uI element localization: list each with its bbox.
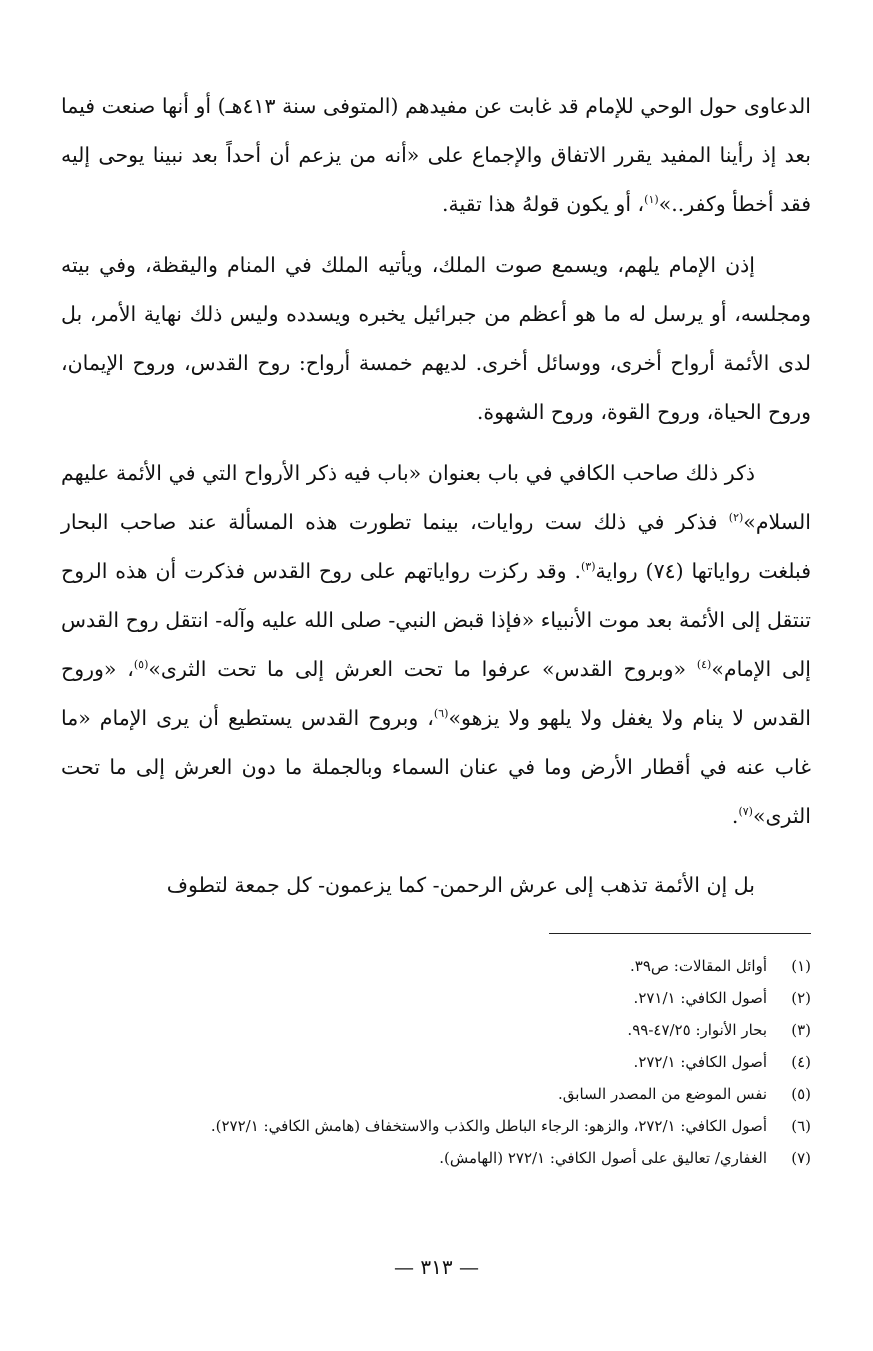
paragraph-1 bbox=[61, 82, 811, 229]
text-segment: بل إن الأئمة تذهب إلى عرش الرحمن- كما يزعمون- كل جمعة لتطوف bbox=[166, 873, 755, 897]
page-number: — ٣١٣ — bbox=[394, 1255, 479, 1279]
footnote-item bbox=[61, 1078, 811, 1110]
footnote-item bbox=[61, 950, 811, 982]
footnote-text: أصول الكافي: ٢٧٢/١. bbox=[633, 1053, 767, 1071]
footnote-text: نفس الموضع من المصدر السابق. bbox=[558, 1085, 767, 1103]
text-segment: فذكر في ذلك ست روايات، بينما تطورت هذه المسألة عند صاحب البحار فبلغت رواياتها (٧٤) رواية bbox=[61, 510, 812, 583]
footnote-number: (٢) bbox=[791, 989, 811, 1007]
footnote-ref: (٧) bbox=[738, 805, 753, 819]
text-segment: . bbox=[731, 804, 739, 828]
footnote-ref: (٣) bbox=[580, 560, 596, 574]
footnote-ref: (٦) bbox=[433, 707, 449, 721]
footnote-number: (١) bbox=[791, 957, 811, 975]
footnote-number: (٧) bbox=[791, 1149, 811, 1167]
text-segment: إذن الإمام يلهم، ويسمع صوت الملك، ويأتيه الملك في المنام واليقظة، وفي بيته ومجلسه، أو يرسل له ما هو أعظم من جبرائيل يخبره ويسدده وليس ذلك نهاية الأمر، بل لدى الأئمة أرواح أخرى، ووسائل أخرى. لديهم خمسة أرواح: روح القدس، وروح الإيمان، وروح الحياة، وروح القوة، وروح الشهوة. bbox=[61, 253, 811, 424]
text-segment: ذكر ذلك صاحب الكافي في باب بعنوان «باب فيه ذكر الأرواح التي في الأئمة عليهم السلام» bbox=[61, 461, 811, 534]
text-segment: «وبروح القدس» عرفوا ما تحت العرش إلى ما تحت الثرى» bbox=[148, 657, 697, 681]
text-segment: الدعاوى حول الوحي للإمام قد غابت عن مفيدهم (المتوفى سنة ٤١٣هـ) أو أنها صنعت فيما بعد إذ رأينا المفيد يقرر الاتفاق والإجماع على «أنه من يزعم أن أحداً بعد نبينا يوحى إليه فقد أخطأ وكفر..» bbox=[61, 94, 811, 216]
footnote-ref: (٥) bbox=[133, 658, 149, 672]
paragraph-4 bbox=[61, 861, 811, 910]
footnote-item bbox=[61, 1142, 811, 1174]
footnote-item bbox=[61, 1014, 811, 1046]
footnote-divider bbox=[549, 933, 811, 934]
footnote-number: (٣) bbox=[791, 1021, 811, 1039]
main-text bbox=[61, 82, 811, 922]
footnote-ref: (٢) bbox=[728, 511, 744, 525]
footnote-text: أوائل المقالات: ص٣٩. bbox=[630, 957, 767, 975]
footnote-ref: (٤) bbox=[696, 658, 712, 672]
text-segment: ، أو يكون قولهُ هذا تقية. bbox=[442, 192, 645, 216]
text-segment: ، «وروح القدس لا ينام ولا يغفل ولا يلهو ولا يزهو» bbox=[61, 657, 811, 730]
footnote-number: (٤) bbox=[791, 1053, 811, 1071]
footnotes bbox=[61, 950, 811, 1174]
footnote-text: أصول الكافي: ٢٧٢/١، والزهو: الرجاء الباطل والكذب والاستخفاف (هامش الكافي: ٢٧٢/١). bbox=[210, 1117, 767, 1135]
footnote-number: (٦) bbox=[791, 1117, 811, 1135]
footnote-text: الغفاري/ تعاليق على أصول الكافي: ٢٧٢/١ (الهامش). bbox=[439, 1149, 767, 1167]
footnote-item bbox=[61, 982, 811, 1014]
footnote-text: أصول الكافي: ٢٧١/١. bbox=[633, 989, 767, 1007]
footnote-number: (٥) bbox=[791, 1085, 811, 1103]
text-segment: . وقد ركزت رواياتهم على روح القدس فذكرت أن هذه الروح تنتقل إلى الأئمة بعد موت الأنبياء «فإذا قبض النبي- صلى الله عليه وآله- انتقل روح القدس إلى الإمام» bbox=[61, 559, 811, 681]
footnote-ref: (١) bbox=[644, 193, 659, 207]
text-segment: ، وبروح القدس يستطيع أن يرى الإمام «ما غاب عنه في أقطار الأرض وما في عنان السماء وبالجملة ما دون العرش إلى ما تحت الثرى» bbox=[61, 706, 811, 828]
footnote-item bbox=[61, 1110, 811, 1142]
footnote-item bbox=[61, 1046, 811, 1078]
paragraph-2 bbox=[61, 241, 811, 437]
footnote-text: بحار الأنوار: ٤٧/٢٥-٩٩. bbox=[627, 1021, 767, 1039]
paragraph-3 bbox=[61, 449, 811, 841]
